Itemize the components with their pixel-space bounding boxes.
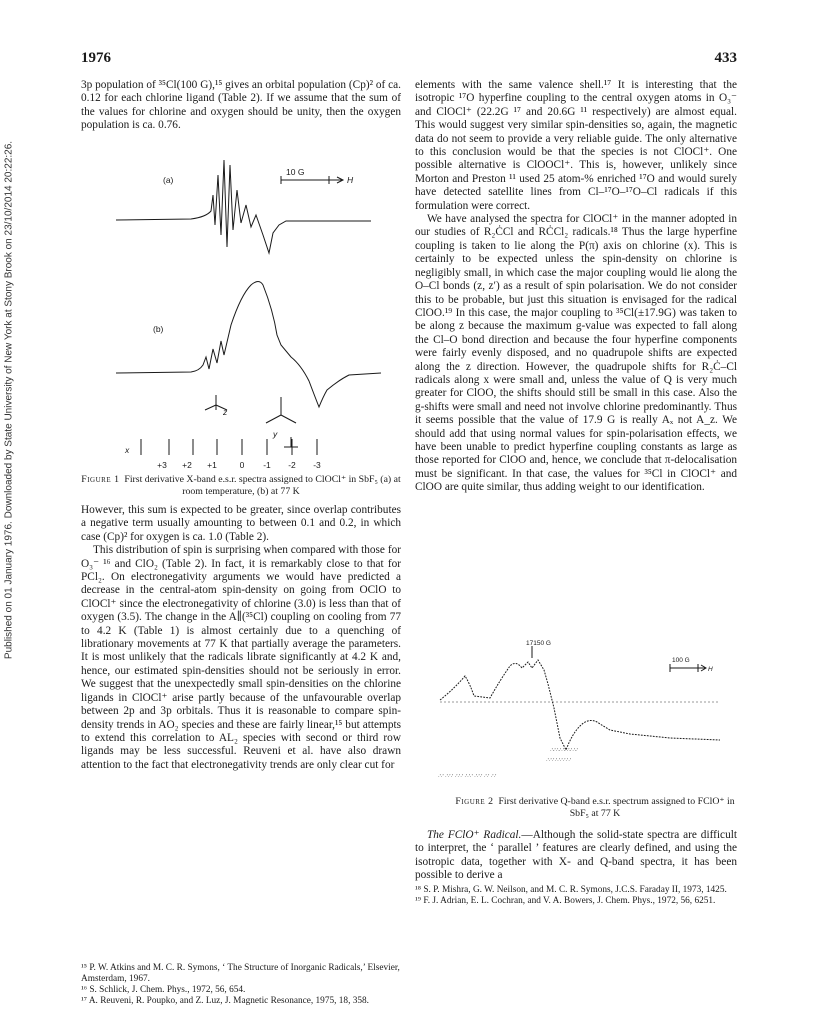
footnote: ¹⁹ F. J. Adrian, E. L. Cochran, and V. A. Bowers, J. Chem. Phys., 1972, 56, 6251.	[415, 896, 716, 906]
spectrum-b-trace	[116, 282, 381, 408]
panel-a-label: (a)	[163, 175, 174, 185]
download-watermark-text: Published on 01 January 1976. Downloaded by State University of New York at Stony Brook on 23/10/2014 20:22:26.	[3, 140, 15, 660]
figure-2-caption	[445, 796, 745, 819]
scale-bar-label: 100 G	[672, 657, 690, 664]
journal-year: 1976	[81, 50, 111, 66]
tick-label: 0	[239, 460, 245, 470]
field-label: H	[347, 175, 354, 185]
svg-text:·ʼ·ʼ ·ʼ·ʼ·ʼ ·ʼ·ʼ·ʼ ·ʼ: ·ʼ·ʼ ·ʼ·ʼ·ʼ ·ʼ·ʼ·ʼ ·ʼ·ʼ·ʼ ·ʼ·ʼ·ʼ ·ʼ·ʼ ·ʼ·ʼ	[438, 774, 497, 780]
paragraph: This distribution of spin is surprising when compared with those for O₃⁻ ¹⁶ and ClO₂ (Table 2). In fact, it is remarkably close to that for PCl₂. On electronegativity arguments we would have predicted a decrease in the central-atom spin-density on going from OClO to ClOCl⁺ since the electronegativity of chlorine (3.0) is less than that of oxygen (3.5). The change in the A∥(³⁵Cl) coupling on cooling from 77 to 4.2 K (Table 1) is almost certainly due to a quenching of librationary movements at 77 K that partially average the parameters. It is most unlikely that the radicals librate significantly at 4.2 K and, hence, our estimated spin-densities should not be seriously in error. We suggest that the unexpectedly small spin-densities on the chlorine ligands in ClOCl⁺ arise partly because of the unfavourable overlap between 2p and 3p orbitals. Thus it is reasonable to compare spin-density trends in AO₂ species and these are fairly linear,¹⁵ but attempts to extend this correlation to AL₂ species with second or third row ligands may be less successful. Reuveni et al. have also drawn attention to the fact that electronegativity trends are only clear cut for	[81, 544, 401, 771]
field-label: H	[708, 666, 713, 673]
figure-1-caption	[81, 474, 401, 497]
figure-2-caption-text: First derivative Q-band e.s.r. spectrum assigned to FClO⁺ in SbF₅ at 77 K	[498, 796, 735, 819]
download-watermark	[2, 120, 16, 680]
left-column-body	[81, 504, 401, 772]
axis-y-label: y	[273, 429, 278, 439]
footnote: ¹⁸ S. P. Mishra, G. W. Neilson, and M. C. R. Symons, J.C.S. Faraday II, 1973, 1425.	[415, 885, 727, 895]
right-column-body	[415, 79, 737, 495]
figure-1-caption-label: Figure 1	[81, 474, 120, 485]
left-footnotes	[81, 963, 401, 1007]
spectrum-q-trace	[440, 660, 720, 750]
right-footnotes	[415, 885, 737, 907]
footnote: ¹⁷ A. Reuveni, R. Poupko, and Z. Luz, J. Magnetic Resonance, 1975, 18, 358.	[81, 996, 369, 1006]
tick-label: -2	[288, 460, 296, 470]
footnote: ¹⁶ S. Schlick, J. Chem. Phys., 1972, 56, 654.	[81, 985, 246, 995]
tick-label: +2	[182, 460, 192, 470]
svg-text:·ʼ-ʼ·ʼ-ʼ·ʼ-ʼ·ʼ-ʼ·ʼ-ʼ: ·ʼ-ʼ·ʼ-ʼ·ʼ-ʼ·ʼ-ʼ·ʼ-ʼ	[550, 748, 578, 754]
paragraph: We have analysed the spectra for ClOCl⁺ in the manner adopted in our studies of R₂ĊCl and RĊCl₂ radicals.¹⁸ Thus the large hyperfine coupling is taken to lie along the P(π) axis on chlorine (x). This is certainly to be expected unless the spin-density on chlorine is negligibly small, in which case the major coupling would lie along the O–Cl bonds (z, z′) as a result of spin polarisation. We do not consider this to be probable, but just this situation is envisaged for the radical ClOO.¹⁹ In this case, the major coupling to ³⁵Cl(±17.9G) was taken to be along z because the maximum g-value was expected to fall along the Cl–O bond direction and because the four hyperfine components were fairly evenly disposed, and no quadrupole shifts are expected along the z direction. However, the quadrupole shifts for R₂Ċ–Cl radicals along x were small and, unless the value of Q is very much greater for ClOO, the shifts should still be small in this case. Also the g-shifts were small and need not involve chlorine predominantly. Thus it seems possible that the value of 17.9 G is really Aₓ not A_z. We should add that using normal values for spin-polarisation effects, we have been unable to predict hyperfine coupling constants as large as those reported for ClOO and, hence, we conclude that π-delocalisation must be significant. In that case, the values for ³⁵Cl in ClOCl⁺ and ClOO are quite similar, thus adding weight to our identification.	[415, 213, 737, 494]
page-number: 433	[714, 50, 737, 66]
figure-2-caption-label: Figure 2	[455, 796, 494, 807]
right-column-section	[415, 829, 737, 883]
tick-label: -1	[263, 460, 271, 470]
section-text: —Although the solid-state spectra are difficult to interpret, the ‘ parallel ’ features are clearly defined, and using the isotropic data, together with X- and Q-band spectra, it has been possible to derive a	[415, 829, 737, 882]
left-column-top	[81, 79, 401, 133]
section-heading: The FClO⁺ Radical.	[427, 829, 522, 841]
tick-label: -3	[313, 460, 321, 470]
paragraph: elements with the same valence shell.¹⁷ It is interesting that the isotropic ¹⁷O hyperfine coupling to the central oxygen atoms in O₃⁻ and ClOCl⁺ (22.2G ¹⁷ and 20.6G ¹¹ respectively) are almost equal. This would suggest very similar spin-densities so, again, the magnetic data do not seem to provide a very reliable guide. The only alternative to this conclusion would be that the species is not ClOCl⁺. One possible alternative is ClOOCl⁺. This is, however, unlikely since Morton and Preston ¹¹ used 25 atom-% enriched ¹⁷O and would surely have detected satellite lines from Cl–¹⁷O–¹⁷O–Cl radicals if this formulation were correct.	[415, 79, 737, 212]
figure-1	[81, 135, 401, 472]
svg-text:·ʼ·ʼ·ʼ·ʼ·ʼ·ʼ·ʼ·ʼ·ʼ: ·ʼ·ʼ·ʼ·ʼ·ʼ·ʼ·ʼ·ʼ·ʼ	[546, 758, 571, 764]
figure-1-caption-text: First derivative X-band e.s.r. spectra assigned to ClOCl⁺ in SbF₅ (a) at room temperature, (b) at 77 K	[124, 474, 401, 497]
footnote: ¹⁵ P. W. Atkins and M. C. R. Symons, ‘ The Structure of Inorganic Radicals,’ Elsevier, Amsterdam, 1967.	[81, 963, 400, 984]
axis-z-label: z	[223, 407, 228, 417]
panel-b-label: (b)	[153, 324, 164, 334]
stick-diagram	[438, 748, 578, 780]
paragraph: 3p population of ³⁵Cl(100 G),¹⁵ gives an orbital population (Cp)² of ca. 0.12 for each chlorine ligand (Table 2). If we assume that the sum of the values for chlorine and oxygen should be unity, then the oxygen population is ca. 0.76.	[81, 79, 401, 132]
paragraph: However, this sum is expected to be greater, since overlap contributes a negative term usually amounting to between 0.1 and 0.2, in which case (Cp)² for oxygen is ca. 1.0 (Table 2).	[81, 504, 401, 543]
scale-bar-label: 10 G	[286, 167, 305, 177]
tick-label: +1	[207, 460, 217, 470]
field-marker-label: 17150 G	[526, 640, 551, 647]
tick-label: +3	[157, 460, 167, 470]
axis-x-label: x	[125, 445, 130, 455]
spectrum-a-trace	[116, 160, 371, 253]
figure-2	[430, 638, 730, 786]
